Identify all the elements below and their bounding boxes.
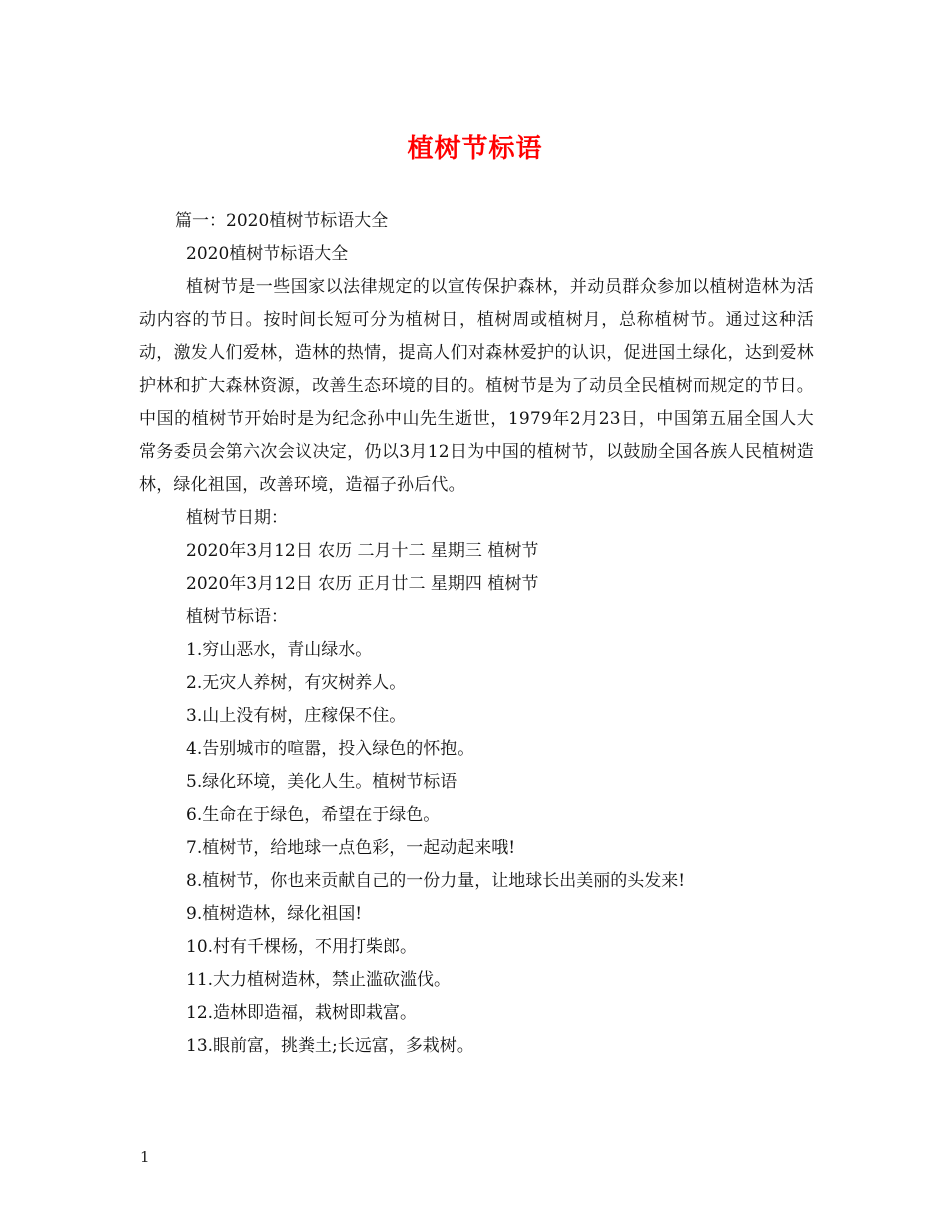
date-line: 2020年3月12日 农历 二月十二 星期三 植树节 [186,541,539,561]
date-line: 2020年3月12日 农历 正月廿二 星期四 植树节 [186,574,539,594]
page-number: 1 [140,1148,150,1166]
slogan-item: 5.绿化环境，美化人生。植树节标语 [186,772,458,792]
slogan-item: 13.眼前富，挑粪土;长远富，多栽树。 [186,1036,474,1056]
section-heading: 篇一：2020植树节标语大全 [175,211,389,231]
slogan-item: 4.告别城市的喧嚣，投入绿色的怀抱。 [186,739,475,759]
date-label: 植树节日期： [186,508,288,528]
slogan-item: 12.造林即造福，栽树即栽富。 [186,1003,418,1023]
slogan-item: 10.村有千棵杨，不用打柴郎。 [186,937,418,957]
document-body [139,205,814,1063]
slogan-item: 9.植树造林，绿化祖国! [186,904,363,924]
slogan-item: 6.生命在于绿色，希望在于绿色。 [186,805,441,825]
document-title: 植树节标语 [407,134,543,164]
slogan-item: 11.大力植树造林，禁止滥砍滥伐。 [186,970,452,990]
slogan-item: 2.无灾人养树，有灾树养人。 [186,673,407,693]
slogan-item: 7.植树节，给地球一点色彩，一起动起来哦! [186,838,516,858]
slogan-item: 8.植树节，你也来贡献自己的一份力量，让地球长出美丽的头发来! [186,871,686,891]
intro-paragraph: 植树节是一些国家以法律规定的以宣传保护森林，并动员群众参加以植树造林为活动内容的节日。按时间长短可分为植树日，植树周或植树月，总称植树节。通过这种活动，激发人们爱林，造林的热情，提高人们对森林爱护的认识，促进国土绿化，达到爱林护林和扩大森林资源，改善生态环境的目的。植树节是为了动员全民植树而规定的节日。中国的植树节开始时是为纪念孙中山先生逝世，1979年2月23日，中国第五届全国人大常务委员会第六次会议决定，仍以3月12日为中国的植树节，以鼓励全国各族人民植树造林，绿化祖国，改善环境，造福子孙后代。 [139,277,814,495]
slogans-label: 植树节标语： [186,607,288,627]
subheading: 2020植树节标语大全 [186,244,349,264]
slogan-item: 3.山上没有树，庄稼保不住。 [186,706,407,726]
slogan-item: 1.穷山恶水，青山绿水。 [186,640,373,660]
